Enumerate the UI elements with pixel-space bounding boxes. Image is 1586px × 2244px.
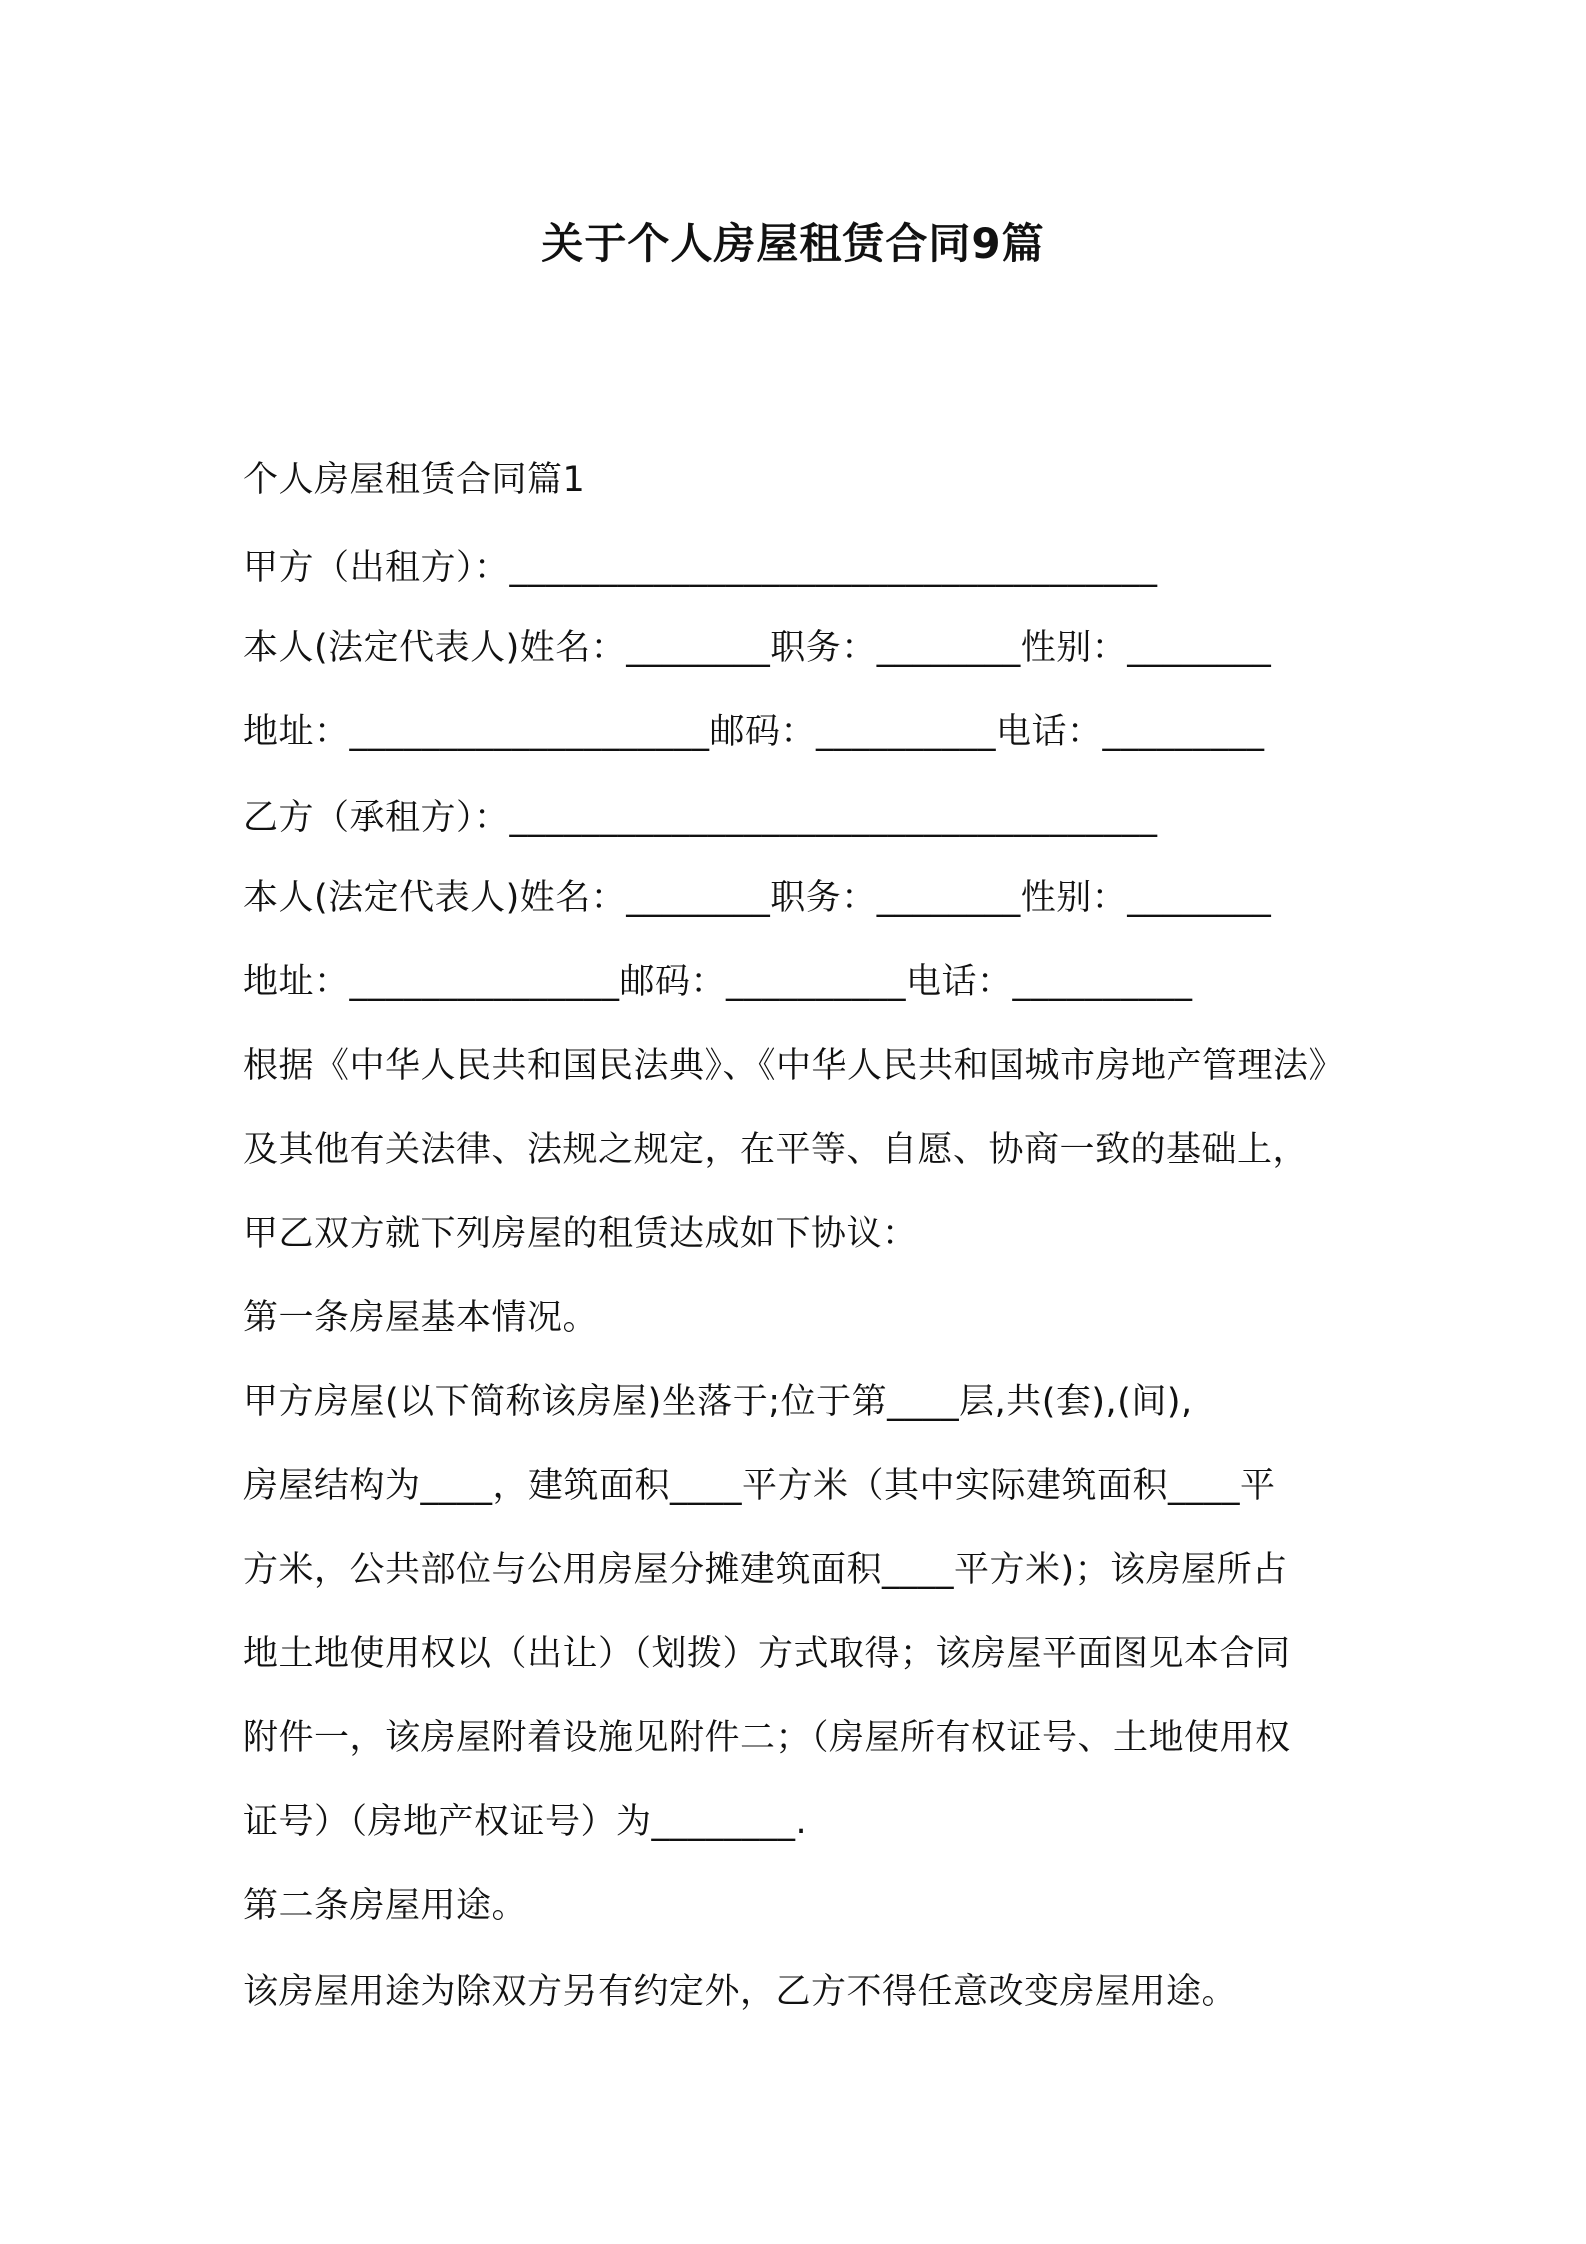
body-text-line: 甲方房屋(以下简称该房屋)坐落于;位于第____层,共(套),(间), [243,1382,1193,1422]
party-a-representative-line: 本人(法定代表人)姓名：________职务：________性别：________ [243,628,1272,668]
party-b-line: 乙方（承租方）：____________________________________ [243,798,1158,838]
body-text-line: 附件一，该房屋附着设施见附件二；（房屋所有权证号、土地使用权 [243,1718,1291,1758]
body-text-line: 及其他有关法律、法规之规定，在平等、自愿、协商一致的基础上， [243,1130,1309,1170]
body-text-line: 甲乙双方就下列房屋的租赁达成如下协议： [243,1214,918,1254]
body-text-line: 方米，公共部位与公用房屋分摊建筑面积____平方米)；该房屋所占 [243,1550,1288,1590]
body-text-line: 地土地使用权以（出让）（划拨）方式取得；该房屋平面图见本合同 [243,1634,1291,1674]
article-heading: 第二条房屋用途。 [243,1886,528,1926]
body-text-line: 该房屋用途为除双方另有约定外，乙方不得任意改变房屋用途。 [243,1972,1238,2012]
party-a-address-line: 地址：____________________邮码：__________电话：_________ [243,712,1265,752]
party-b-representative-line: 本人(法定代表人)姓名：________职务：________性别：________ [243,878,1272,918]
body-text-line: 房屋结构为____，建筑面积____平方米（其中实际建筑面积____平 [243,1466,1276,1506]
article-heading: 第一条房屋基本情况。 [243,1298,599,1338]
body-text-line: 根据《中华人民共和国民法典》、《中华人民共和国城市房地产管理法》 [243,1046,1345,1086]
party-b-address-line: 地址：_______________邮码：__________电话：__________ [243,962,1193,1002]
party-a-line: 甲方（出租方）：____________________________________ [243,548,1158,588]
document-title: 关于个人房屋租赁合同9篇 [541,219,1045,268]
body-text-line: 证号）（房地产权证号）为________. [243,1802,808,1842]
section-heading: 个人房屋租赁合同篇1 [243,460,586,500]
